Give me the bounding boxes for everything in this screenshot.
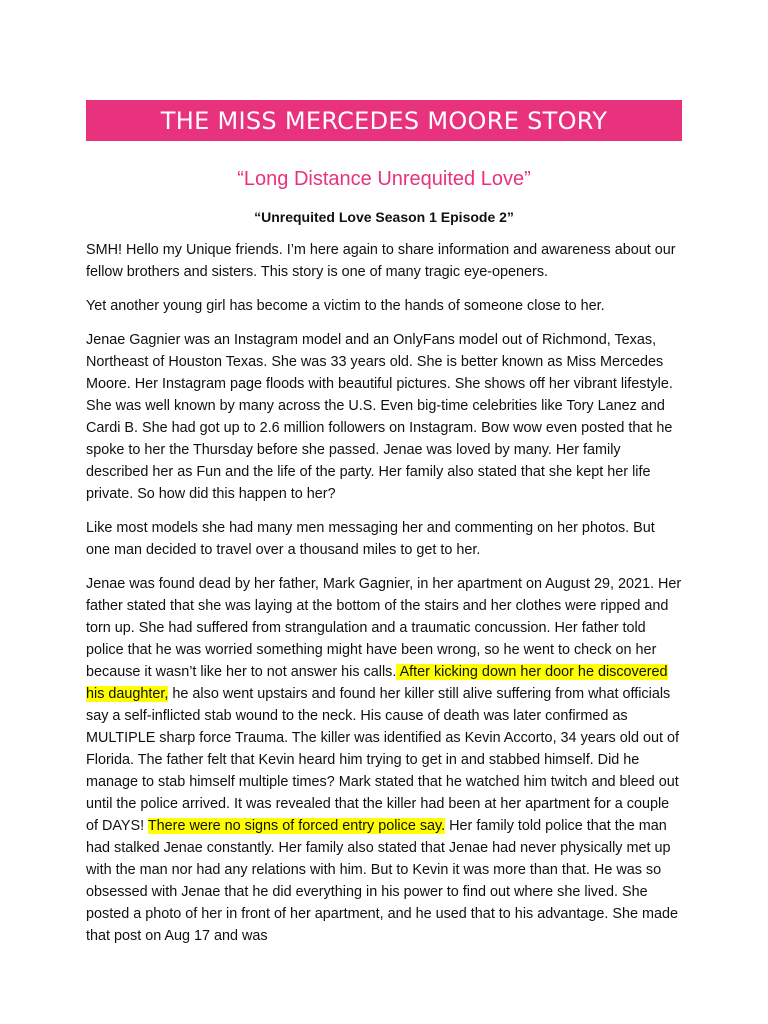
page-title: THE MISS MERCEDES MOORE STORY (160, 106, 608, 135)
episode-label: “Unrequited Love Season 1 Episode 2” (254, 209, 514, 225)
paragraph-background: Jenae Gagnier was an Instagram model and an OnlyFans model out of Richmond, Texas, Northeast of Houston Texas. She was 33 years old. She is better known as Miss Mercedes Moore. Her Instagram page floods with beautiful pictures. She shows off her vibrant lifestyle. She was well known by many across the U.S. Even big-time celebrities like Tory Lanez and Cardi B. She had got up to 2.6 million followers on Instagram. Bow wow even posted that he spoke to her the Thursday before she passed. Jenae was loved by many. Her family described her as Fun and the life of the party. Her family also stated that she kept her life private. So how did this happen to her? (86, 332, 673, 502)
document-page (86, 100, 682, 959)
article-body (86, 239, 682, 947)
highlight-discovery: After kicking down her door he discovered his daughter, (86, 664, 668, 702)
paragraph-messages: Like most models she had many men messaging her and commenting on her photos. But one man decided to travel over a thousand miles to get to her. (86, 520, 655, 558)
story-subtitle: “Long Distance Unrequited Love” (237, 168, 531, 190)
paragraph-intro: SMH! Hello my Unique friends. I’m here again to share information and awareness about our fellow brothers and sisters. This story is one of many tragic eye-openers. (86, 242, 676, 280)
highlight-no-forced-entry: There were no signs of forced entry police say. (147, 818, 446, 834)
discovery-text-c: Her family told police that the man had stalked Jenae constantly. Her family also stated that Jenae had never physically met up with the man nor had any relations with him. But to Kevin it was more than that. He was so obsessed with Jenae that he did everything in his power to find out where she lived. She posted a photo of her in front of her apartment, and he used that to his advantage. She made that post on Aug 17 and was (86, 818, 679, 944)
title-banner (86, 100, 682, 141)
discovery-text-a: Jenae was found dead by her father, Mark Gagnier, in her apartment on August 29, 2021. Her father stated that she was laying at the bottom of the stairs and her clothes were ripped and torn up. She had suffered from strangulation and a traumatic concussion. Her father told police that he was worried something might have been wrong, so he went to check on her because it wasn’t like her to not answer his calls. (86, 576, 682, 680)
discovery-text-b: he also went upstairs and found her killer still alive suffering from what officials say a self-inflicted stab wound to the neck. His cause of death was later confirmed as MULTIPLE sharp force Trauma. The killer was identified as Kevin Accorto, 34 years old out of Florida. The father felt that Kevin heard him trying to get in and stabbed himself. Did he manage to stab himself multiple times? Mark stated that he watched him twitch and bleed out until the police arrived. It was revealed that the killer had been at her apartment for a couple of DAYS! (86, 686, 679, 834)
paragraph-victim: Yet another young girl has become a victim to the hands of someone close to her. (86, 298, 605, 314)
paragraph-discovery (86, 573, 682, 947)
